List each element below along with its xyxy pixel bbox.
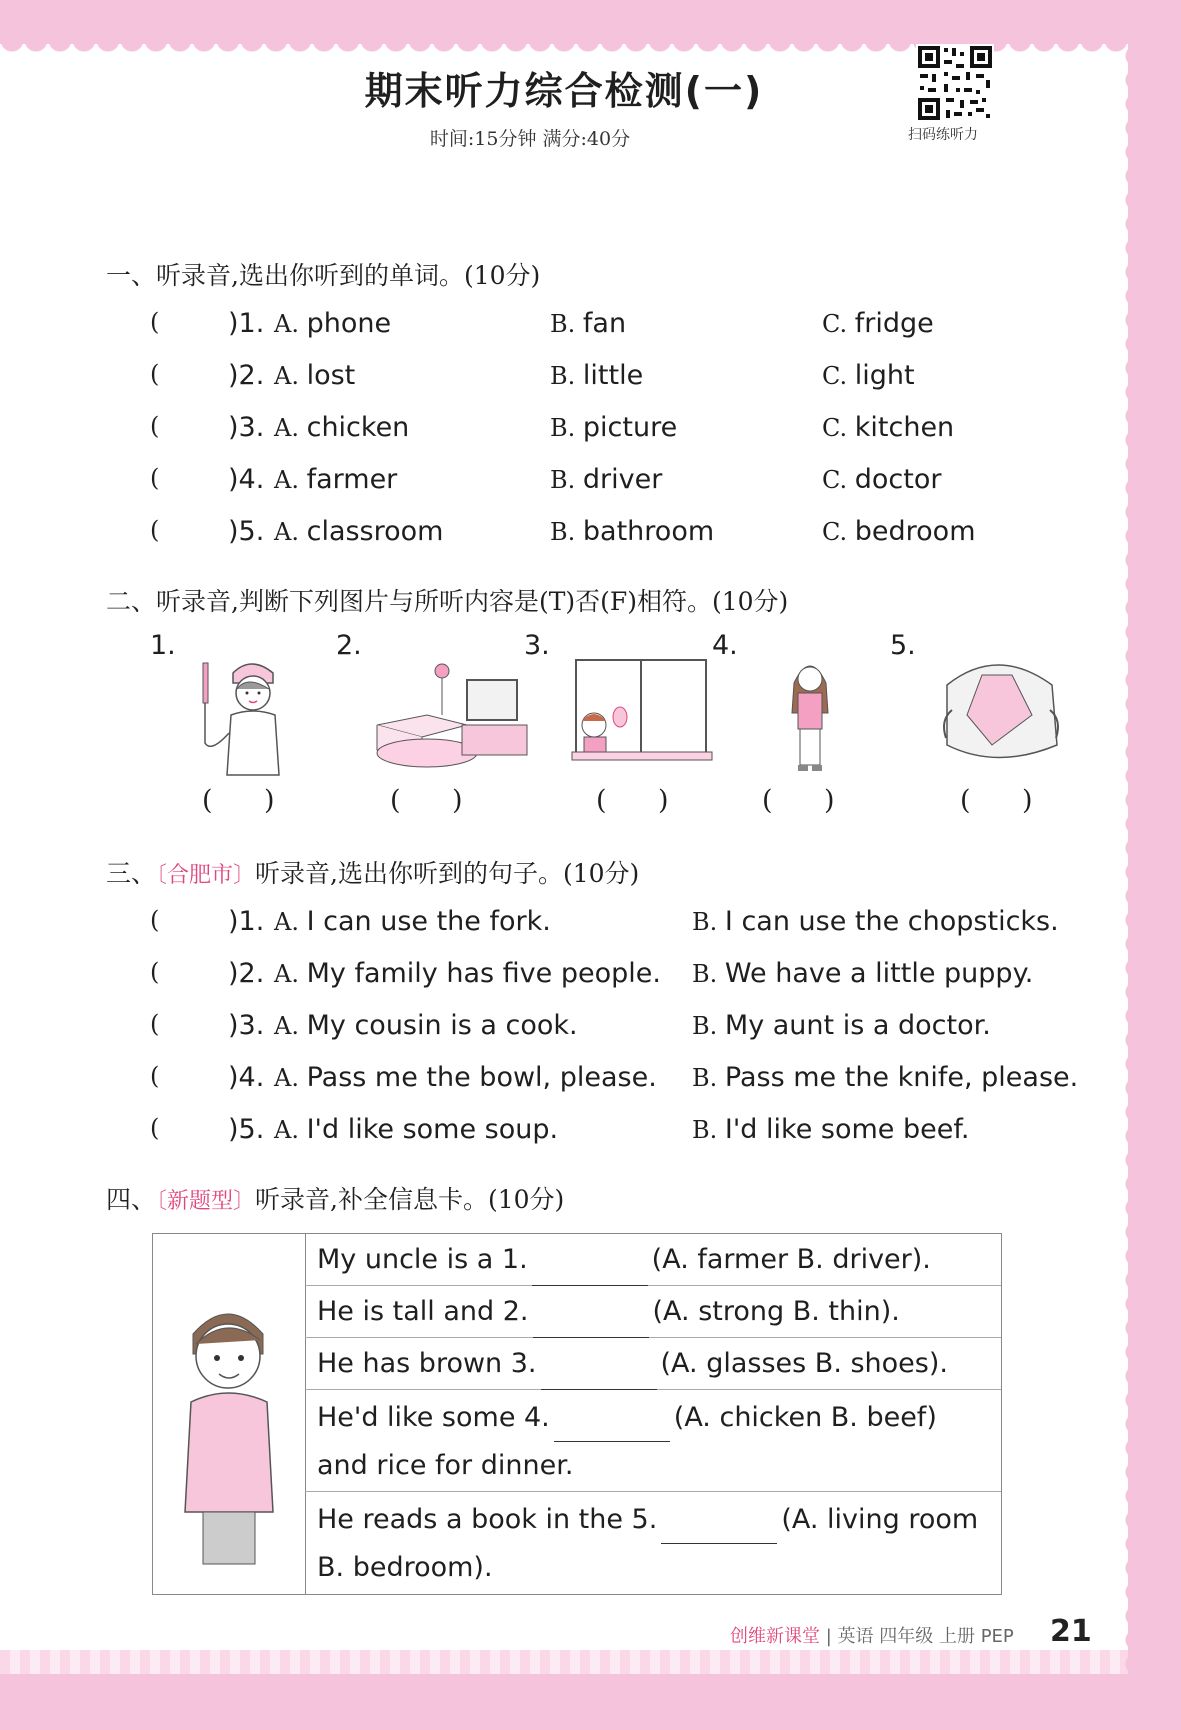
option-c[interactable]: C. fridge (822, 308, 934, 339)
sentence-question-row (150, 906, 1090, 946)
question-number: )4. (228, 464, 265, 495)
type-tag: 〔新题型〕 (156, 1189, 256, 1214)
picture-number: 5. (890, 630, 916, 661)
option-b[interactable]: B. picture (550, 412, 678, 443)
answer-paren[interactable]: ( (150, 412, 160, 440)
time-score-info: 时间:15分钟 满分:40分 (429, 128, 631, 150)
option-b[interactable]: B. little (550, 360, 644, 391)
option-b[interactable]: B. I'd like some beef. (692, 1114, 970, 1145)
option-a[interactable]: A. I'd like some soup. (274, 1114, 559, 1145)
answer-paren[interactable]: ( (150, 1010, 160, 1038)
answer-paren[interactable]: ( (150, 958, 160, 986)
page-title: 期末听力综合检测(一) (364, 69, 764, 113)
option-b[interactable]: B. fan (550, 308, 627, 339)
schoolbag-icon (932, 655, 1067, 765)
region-tag: 〔合肥市〕 (156, 863, 256, 888)
page-number: 21 (1050, 1614, 1092, 1649)
book-info: 英语 四年级 上册 PEP (837, 1626, 1014, 1647)
option-b[interactable]: B. I can use the chopsticks. (692, 906, 1059, 937)
option-a[interactable]: A. classroom (274, 516, 444, 547)
word-question-row (150, 360, 1090, 400)
answer-paren[interactable]: ( ) (390, 785, 463, 816)
answer-paren[interactable]: ( (150, 906, 160, 934)
info-row: He is tall and 2. (A. strong B. thin). (305, 1286, 1001, 1338)
section1-title: 一、听录音,选出你听到的单词。(10分) (106, 261, 541, 290)
answer-paren[interactable]: ( (150, 360, 160, 388)
qr-label: 扫码练听力 (908, 127, 978, 143)
option-a[interactable]: A. phone (274, 308, 392, 339)
sentence-question-row (150, 1114, 1090, 1154)
sentence-question-row (150, 1010, 1090, 1050)
answer-blank[interactable] (661, 1517, 777, 1544)
sentence-question-row (150, 958, 1090, 998)
option-b[interactable]: B. Pass me the knife, please. (692, 1062, 1079, 1093)
word-question-row (150, 308, 1090, 348)
option-c[interactable]: C. kitchen (822, 412, 955, 443)
question-number: )5. (228, 1114, 265, 1145)
option-b[interactable]: B. My aunt is a doctor. (692, 1010, 991, 1041)
question-number: )2. (228, 958, 265, 989)
answer-blank[interactable] (532, 1259, 648, 1286)
option-b[interactable]: B. driver (550, 464, 663, 495)
option-a[interactable]: A. My family has five people. (274, 958, 661, 989)
answer-paren[interactable]: ( ) (762, 785, 835, 816)
answer-paren[interactable]: ( ) (960, 785, 1033, 816)
sentence-question-row (150, 1062, 1090, 1102)
option-a[interactable]: A. Pass me the bowl, please. (274, 1062, 657, 1093)
question-number: )3. (228, 1010, 265, 1041)
option-a[interactable]: A. chicken (274, 412, 410, 443)
info-row: He'd like some 4. (A. chicken B. beef) and rice for dinner. (305, 1390, 1001, 1492)
question-number: )3. (228, 412, 265, 443)
question-number: )5. (228, 516, 265, 547)
picture-number: 2. (336, 630, 362, 661)
boy-cleaning-window-icon (566, 655, 716, 765)
answer-paren[interactable]: ( (150, 1114, 160, 1142)
info-row: He reads a book in the 5. (A. living room B. bedroom). (317, 1504, 979, 1583)
picture-number: 4. (712, 630, 738, 661)
option-c[interactable]: C. doctor (822, 464, 942, 495)
question-number: )4. (228, 1062, 265, 1093)
boy-portrait-icon (153, 1234, 306, 1594)
option-a[interactable]: A. lost (274, 360, 356, 391)
nurse-with-syringe-icon (195, 655, 285, 780)
answer-paren[interactable]: ( ) (202, 785, 275, 816)
answer-paren[interactable]: ( (150, 516, 160, 544)
answer-blank[interactable] (541, 1363, 657, 1390)
option-a[interactable]: A. I can use the fork. (274, 906, 551, 937)
qr-code-icon[interactable] (916, 44, 994, 122)
option-b[interactable]: B. bathroom (550, 516, 715, 547)
question-number: )2. (228, 360, 265, 391)
word-question-row (150, 412, 1090, 452)
answer-paren[interactable]: ( (150, 308, 160, 336)
section2-title: 二、听录音,判断下列图片与所听内容是(T)否(F)相符。(10分) (106, 587, 789, 616)
info-card (152, 1233, 1002, 1595)
option-a[interactable]: A. farmer (274, 464, 398, 495)
word-question-row (150, 464, 1090, 504)
word-question-row (150, 516, 1090, 556)
picture-number: 1. (150, 630, 176, 661)
option-c[interactable]: C. bedroom (822, 516, 976, 547)
picture-number: 3. (524, 630, 550, 661)
info-row: My uncle is a 1. (A. farmer B. driver). (305, 1234, 1001, 1286)
option-c[interactable]: C. light (822, 360, 915, 391)
question-number: )1. (228, 906, 265, 937)
footer-info: 创维新课堂 | 英语 四年级 上册 PEP (730, 1626, 1014, 1647)
option-b[interactable]: B. We have a little puppy. (692, 958, 1034, 989)
answer-paren[interactable]: ( ) (596, 785, 669, 816)
answer-paren[interactable]: ( (150, 1062, 160, 1090)
answer-blank[interactable] (533, 1311, 649, 1338)
answer-paren[interactable]: ( (150, 464, 160, 492)
question-number: )1. (228, 308, 265, 339)
girl-standing-icon (780, 655, 840, 780)
section4-title: 四、〔新题型〕听录音,补全信息卡。(10分) (106, 1185, 565, 1214)
info-row: He has brown 3. (A. glasses B. shoes). (305, 1338, 1001, 1390)
option-a[interactable]: A. My cousin is a cook. (274, 1010, 578, 1041)
brand-name: 创维新课堂 (730, 1626, 820, 1647)
living-room-icon (372, 655, 532, 780)
answer-blank[interactable] (554, 1415, 670, 1442)
section3-title: 三、〔合肥市〕听录音,选出你听到的句子。(10分) (106, 859, 640, 888)
decorative-border (1118, 44, 1136, 1674)
